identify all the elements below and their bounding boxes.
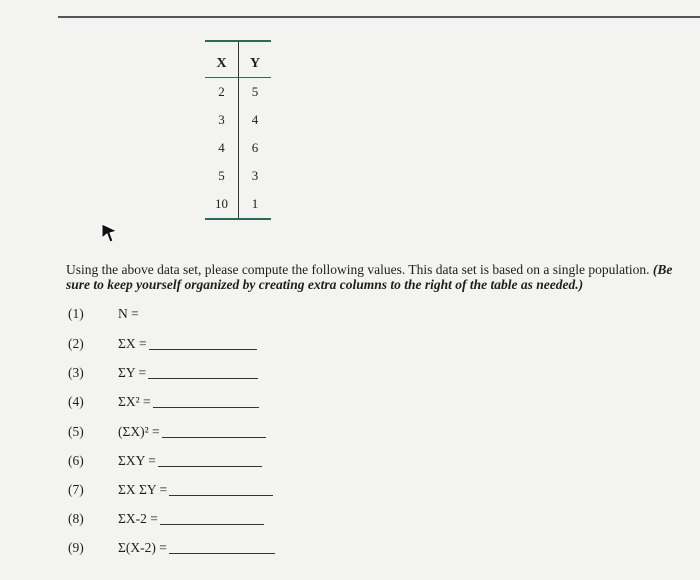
mouse-pointer-icon [100,222,120,244]
table-row [205,106,271,134]
table-row [205,134,271,162]
instructions-note: (Be sure to keep yourself organized by creating extra columns to the right of the table as needed.) [66,262,673,292]
answer-blank[interactable] [169,495,273,496]
cell-x: 2 [205,78,239,107]
question-expression: ΣX = [118,336,147,351]
question-number: (8) [68,511,84,526]
question-item [68,453,262,469]
question-expression: Σ(X-2) = [118,540,167,555]
top-divider [58,16,700,18]
question-item [68,540,275,556]
cell-x: 3 [205,106,239,134]
question-number: (3) [68,365,84,380]
question-item [68,306,139,322]
question-expression: ΣXY = [118,453,156,468]
question-expression: (ΣX)² = [118,424,160,439]
answer-blank[interactable] [160,524,264,525]
question-item [68,424,266,440]
question-expression: ΣX ΣY = [118,482,168,497]
question-expression: ΣX² = [118,394,151,409]
cell-x: 4 [205,134,239,162]
question-number: (6) [68,453,84,468]
question-item [68,365,258,381]
cell-y: 1 [239,190,272,219]
question-number: (4) [68,394,84,409]
cell-x: 10 [205,190,239,219]
cell-y: 4 [251,112,259,127]
column-header-x: X [205,41,239,78]
question-number: (7) [68,482,84,497]
question-expression: ΣX-2 = [118,511,158,526]
answer-blank[interactable] [153,407,259,408]
cell-y: 6 [251,140,259,155]
answer-blank[interactable] [149,349,257,350]
answer-blank[interactable] [169,553,275,554]
question-item [68,482,273,498]
question-item [68,336,257,352]
column-header-y: Y [239,41,272,78]
instructions-paragraph [66,262,686,292]
table-row [205,190,271,219]
table-header-row [205,41,271,78]
question-number: (1) [68,306,84,321]
question-number: (2) [68,336,84,351]
answer-blank[interactable] [148,378,258,379]
cell-x: 5 [205,162,239,190]
question-number: (9) [68,540,84,555]
cell-y: 3 [251,168,259,183]
question-number: (5) [68,424,84,439]
data-table [205,40,271,220]
question-expression: N = [118,306,139,321]
cell-y: 5 [251,84,259,99]
instructions-text: Using the above data set, please compute the following values. This data set is based on a single population. [66,262,650,277]
question-item [68,394,259,410]
answer-blank[interactable] [162,437,266,438]
question-expression: ΣY = [118,365,147,380]
answer-blank[interactable] [158,466,262,467]
question-item [68,511,264,527]
table-row [205,78,271,107]
table-row [205,162,271,190]
